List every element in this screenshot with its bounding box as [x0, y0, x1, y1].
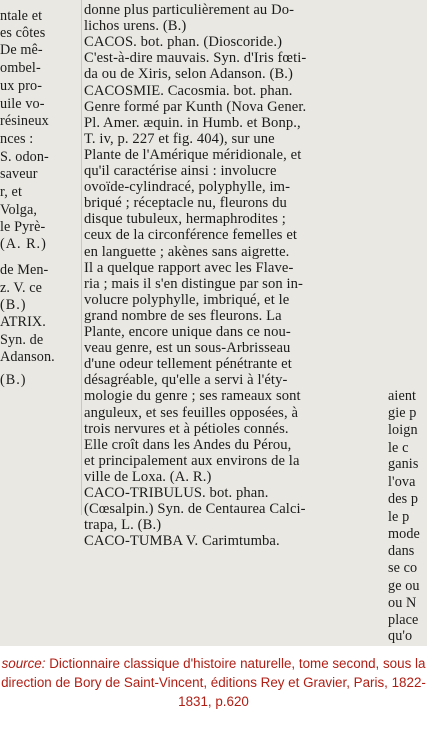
main-text-line: lichos urens. (B.)	[84, 18, 187, 35]
left-text-line: ombel-	[0, 60, 41, 76]
caption-label: source:	[1, 656, 46, 671]
right-text-line: ganis	[388, 456, 419, 472]
main-text-line: anguleux, et ses feuilles opposées, à	[84, 404, 299, 421]
left-text-line: nces :	[0, 131, 34, 147]
main-text-line: Genre formé par Kunth (Nova Gener.	[84, 98, 307, 115]
main-text-line: en languette ; akènes sans aigrette.	[84, 243, 290, 260]
main-text-line: ria ; mais il s'en distingue par son in-	[84, 275, 304, 292]
left-text-line: résineux	[0, 113, 49, 129]
main-text-line: briqué ; réceptacle nu, fleurons du	[84, 195, 287, 212]
main-text-line: volucre polyphylle, imbriqué, et le	[84, 291, 290, 308]
main-text-line: disque tubuleux, hermaphrodites ;	[84, 211, 286, 228]
left-text-line: uile vo-	[0, 96, 45, 112]
main-text-line: désagréable, qu'elle a servi à l'éty-	[84, 372, 288, 389]
left-text-line: z. V. ce	[0, 280, 43, 296]
left-text-line: de Men-	[0, 262, 49, 278]
left-text-line: ATRIX.	[0, 314, 46, 330]
right-text-line: le p	[388, 509, 410, 525]
right-text-line: ge ou	[388, 578, 420, 594]
main-text-line: grand nombre de ses fleurons. La	[84, 307, 282, 324]
right-text-line: se co	[388, 560, 418, 576]
left-text-line: Syn. de	[0, 332, 44, 348]
main-text-line: ceux de la circonférence femelles et	[84, 227, 298, 244]
right-text-line: l'ova	[388, 474, 416, 490]
right-text-line: ou N	[388, 595, 417, 611]
main-text-line: C'est-à-dire mauvais. Syn. d'Iris fœti-	[84, 50, 307, 67]
left-text-line: r, et	[0, 184, 22, 200]
left-text-line: saveur	[0, 166, 38, 182]
main-text-line: mologie du genre ; ses rameaux sont	[84, 388, 301, 405]
main-text-line: veau genre, est un sous-Arbrisseau	[84, 340, 291, 357]
column-divider	[81, 0, 82, 515]
main-text-line: CACOS. bot. phan. (Dioscoride.)	[84, 34, 283, 51]
main-text-line: d'une odeur tellement pénétrante et	[84, 356, 292, 373]
main-text-line: trapa, L. (B.)	[84, 517, 162, 534]
left-text-line: le Pyrè-	[0, 219, 46, 235]
main-text-line: CACOSMIE. Cacosmia. bot. phan.	[84, 82, 293, 99]
left-text-line: ux pro-	[0, 78, 43, 94]
main-text-line: T. iv, p. 227 et fig. 404), sur une	[84, 130, 275, 147]
main-text-line: Elle croît dans les Andes du Pérou,	[84, 436, 292, 453]
left-text-line: De mê-	[0, 42, 43, 58]
main-text-line: Plante de l'Amérique méridionale, et	[84, 146, 302, 163]
left-text-line: Volga,	[0, 202, 37, 218]
right-text-line: dans	[388, 543, 415, 559]
right-text-line: loign	[388, 422, 418, 438]
main-text-line: ovoïde-cylindracé, polyphylle, im-	[84, 179, 291, 196]
right-text-line: des p	[388, 491, 419, 507]
left-text-line: (A. R.)	[0, 236, 47, 252]
main-text-line: donne plus particulièrement au Do-	[84, 2, 295, 18]
right-text-line: le c	[388, 440, 409, 456]
main-text-line: da ou de Xiris, selon Adanson. (B.)	[84, 66, 294, 83]
left-text-line: ntale et	[0, 8, 43, 24]
main-text-line: qu'il caractérise ainsi : involucre	[84, 163, 277, 179]
main-text-line: Pl. Amer. æquin. in Humb. et Bonp.,	[84, 114, 301, 131]
right-text-line: place	[388, 612, 419, 628]
left-text-line: Adanson.	[0, 349, 55, 365]
main-text-line: Plante, encore unique dans ce nou-	[84, 324, 291, 340]
right-text-line: qu'o	[388, 628, 413, 644]
main-text-line: Il a quelque rapport avec les Flave-	[84, 259, 294, 276]
right-text-line: mode	[388, 526, 420, 542]
left-text-line: S. odon-	[0, 149, 49, 165]
left-text-line: es côtes	[0, 25, 46, 41]
right-text-line: gie p	[388, 405, 417, 421]
right-text-line: aient	[388, 388, 417, 404]
source-caption	[0, 654, 427, 711]
main-text-line: CACO-TRIBULUS. bot. phan.	[84, 485, 269, 501]
caption-text: Dictionnaire classique d'histoire naturelle, tome second, sous la direction de Bory de Saint-Vincent, éditions Rey et Gravier, Paris, 1822-1831, p.620	[1, 656, 426, 709]
left-text-line: (B.)	[0, 372, 27, 388]
main-text-line: et principalement aux environs de la	[84, 452, 300, 469]
left-text-line: (B.)	[0, 297, 27, 313]
main-text-line: trois nervures et à pétioles connés.	[84, 420, 289, 437]
main-text-line: CACO-TUMBA V. Carimtumba.	[84, 533, 280, 550]
main-text-line: (Cœsalpin.) Syn. de Centaurea Calci-	[84, 501, 306, 518]
main-text-line: ville de Loxa. (A. R.)	[84, 468, 212, 485]
